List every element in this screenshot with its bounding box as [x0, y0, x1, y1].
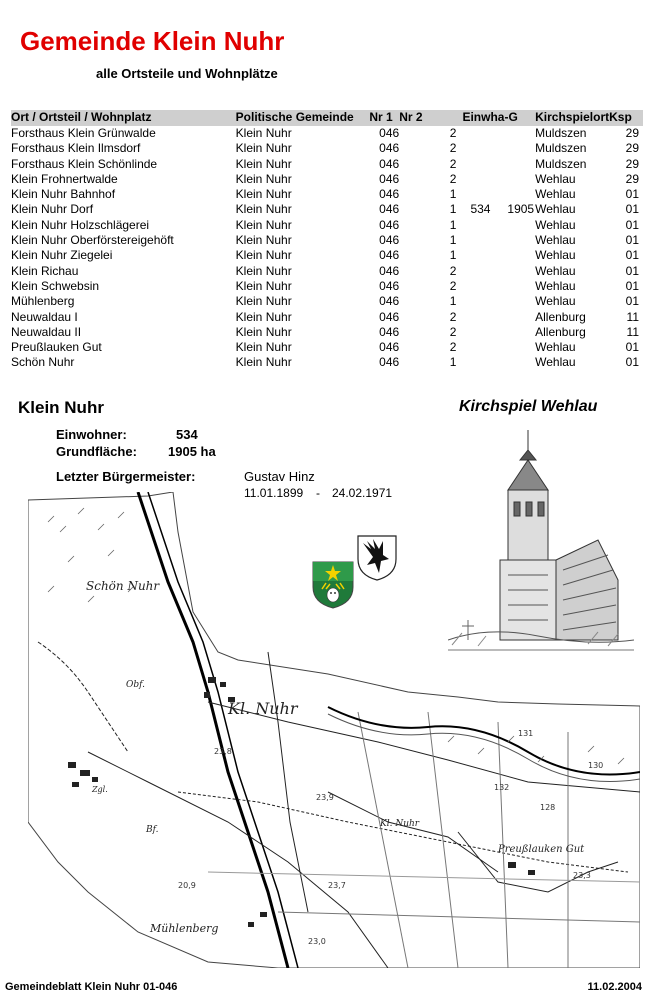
cell-area — [490, 233, 534, 248]
cell-nr2: 1 — [449, 217, 457, 232]
cell-parish-place: Allenburg — [535, 324, 586, 339]
cell-parish-place: Wehlau — [535, 187, 576, 202]
table-row — [11, 325, 643, 340]
col-header-municipality: Politische Gemeinde — [236, 110, 370, 126]
cell-area — [490, 218, 534, 233]
cell-place: Klein Nuhr Bahnhof — [11, 187, 116, 202]
cell-parish-place: Muldszen — [535, 126, 587, 140]
cell-area — [490, 248, 534, 263]
cell-municipality: Klein Nuhr — [235, 141, 292, 156]
cell-nr1: 046 — [379, 294, 400, 309]
cell-municipality: Klein Nuhr — [235, 126, 292, 140]
cell-place: Schön Nuhr — [11, 355, 75, 370]
map-label-kl-nuhr: Kl. Nuhr — [228, 699, 298, 718]
col-header-nr1: Nr 1 — [369, 110, 399, 126]
cell-area — [490, 187, 534, 202]
cell-residents — [462, 187, 490, 202]
table-header-row — [11, 110, 643, 126]
cell-residents — [462, 141, 490, 156]
cell-parish-code: 29 — [625, 141, 639, 156]
cell-residents: 534 — [470, 202, 491, 217]
map-height-239: 23,9 — [316, 793, 334, 802]
residents-label: Einwohner: — [56, 427, 127, 442]
cell-parish-code: 01 — [625, 187, 639, 202]
cell-place: Forsthaus Klein Ilmsdorf — [11, 141, 141, 156]
cell-parish-code: 01 — [625, 278, 639, 293]
cell-nr1: 046 — [379, 126, 400, 140]
cell-parish-place: Muldszen — [535, 156, 587, 171]
map-label-muehlenberg: Mühlenberg — [150, 922, 219, 935]
col-header-place: Ort / Ortsteil / Wohnplatz — [11, 110, 236, 126]
cell-residents — [462, 279, 490, 294]
map-height-130: 130 — [588, 761, 604, 770]
cell-place: Klein Nuhr Dorf — [11, 202, 94, 217]
cell-nr2: 2 — [449, 141, 457, 156]
table-row — [11, 248, 643, 263]
map-label-preusslauken: Preußlauken Gut — [498, 844, 585, 855]
cell-residents — [462, 126, 490, 141]
cell-municipality: Klein Nuhr — [235, 233, 292, 248]
cell-nr1: 046 — [379, 171, 400, 186]
cell-nr2: 1 — [449, 355, 457, 370]
cell-municipality: Klein Nuhr — [235, 324, 292, 339]
cell-municipality: Klein Nuhr — [235, 309, 292, 324]
table-row — [11, 172, 643, 187]
col-header-parish-code: Ksp — [609, 110, 643, 126]
cell-municipality: Klein Nuhr — [235, 187, 292, 202]
cell-parish-code: 11 — [626, 324, 639, 339]
cell-area — [490, 264, 534, 279]
cell-parish-code: 01 — [625, 263, 639, 278]
map-label-zgl: Zgl. — [92, 785, 108, 794]
district-coat-of-arms — [357, 535, 397, 581]
cell-place: Neuwaldau II — [11, 324, 82, 339]
cell-municipality: Klein Nuhr — [235, 202, 292, 217]
cell-nr1: 046 — [379, 233, 400, 248]
map-height-131: 131 — [518, 729, 534, 738]
cell-residents — [462, 233, 490, 248]
cell-nr1: 046 — [379, 263, 400, 278]
mayor-name: Gustav Hinz — [244, 469, 315, 484]
cell-area — [490, 325, 534, 340]
cell-municipality: Klein Nuhr — [235, 248, 292, 263]
cell-place: Forsthaus Klein Grünwalde — [11, 126, 156, 140]
map-height-233: 23,3 — [573, 871, 591, 880]
cell-parish-code: 01 — [625, 217, 639, 232]
cell-place: Klein Richau — [11, 263, 79, 278]
table-row — [11, 202, 643, 217]
cell-area — [490, 355, 534, 370]
mayor-term-start: 11.01.1899 — [244, 486, 304, 500]
cell-place: Forsthaus Klein Schönlinde — [11, 156, 158, 171]
cell-municipality: Klein Nuhr — [235, 156, 292, 171]
col-header-area: ha-G — [490, 110, 534, 126]
cell-parish-place: Wehlau — [535, 171, 576, 186]
cell-area — [490, 310, 534, 325]
map-height-230: 23,0 — [308, 937, 326, 946]
cell-parish-code: 01 — [625, 202, 639, 217]
cell-nr2: 1 — [449, 294, 457, 309]
cell-parish-code: 01 — [625, 248, 639, 263]
cell-municipality: Klein Nuhr — [235, 171, 292, 186]
cell-nr2: 2 — [449, 156, 457, 171]
cell-municipality: Klein Nuhr — [235, 294, 292, 309]
church-drawing — [448, 430, 634, 656]
cell-nr2: 2 — [449, 340, 457, 355]
map-height-128: 128 — [540, 803, 556, 812]
cell-nr1: 046 — [379, 141, 400, 156]
table-row — [11, 294, 643, 309]
cell-municipality: Klein Nuhr — [235, 355, 292, 370]
cell-municipality: Klein Nuhr — [235, 340, 292, 355]
cell-parish-code: 01 — [625, 340, 639, 355]
table-row — [11, 141, 643, 156]
municipality-heading: Klein Nuhr — [18, 398, 104, 417]
map-height-209: 20,9 — [178, 881, 196, 890]
railway-line — [138, 492, 288, 968]
cell-area: 1905 — [507, 202, 535, 217]
cell-nr2: 1 — [449, 233, 457, 248]
cell-parish-place: Wehlau — [535, 233, 576, 248]
cell-parish-place: Wehlau — [535, 355, 576, 370]
cell-residents — [462, 264, 490, 279]
map-label-obf: Obf. — [126, 680, 146, 690]
places-table — [11, 110, 643, 371]
municipality-coat-of-arms — [312, 561, 354, 609]
table-row — [11, 233, 643, 248]
cell-nr2: 1 — [449, 187, 457, 202]
cell-parish-place: Allenburg — [535, 309, 586, 324]
cell-residents — [462, 310, 490, 325]
cell-place: Klein Nuhr Oberförstereigehöft — [11, 233, 174, 248]
cell-residents — [462, 294, 490, 309]
cell-parish-place: Wehlau — [535, 294, 576, 309]
cell-place: Mühlenberg — [11, 294, 75, 309]
cell-parish-place: Muldszen — [535, 141, 587, 156]
parish-heading: Kirchspiel Wehlau — [459, 398, 598, 415]
cell-parish-code: 01 — [625, 294, 639, 309]
cell-residents — [462, 157, 490, 172]
cell-place: Klein Nuhr Holzschlägerei — [11, 217, 150, 232]
cell-municipality: Klein Nuhr — [235, 278, 292, 293]
cell-parish-code: 29 — [625, 171, 639, 186]
cell-nr1: 046 — [379, 324, 400, 339]
cell-residents — [462, 325, 490, 340]
cell-nr2: 1 — [449, 248, 457, 263]
footer-date: 11.02.2004 — [587, 981, 642, 993]
table-row — [11, 279, 643, 294]
cell-area — [490, 126, 534, 141]
mayor-term-separator: - — [316, 486, 320, 500]
map-height-238: 23,8 — [214, 747, 232, 756]
cell-place: Preußlauken Gut — [11, 340, 102, 355]
cell-parish-code: 29 — [625, 156, 639, 171]
cell-residents — [462, 172, 490, 187]
cell-nr1: 046 — [379, 202, 400, 217]
mayor-term-end: 24.02.1971 — [332, 486, 393, 500]
cell-parish-place: Wehlau — [535, 263, 576, 278]
mayor-label: Letzter Bürgermeister: — [56, 469, 196, 484]
cell-nr2: 1 — [449, 202, 457, 217]
page-subtitle: alle Ortsteile und Wohnplätze — [96, 66, 278, 81]
cell-parish-place: Wehlau — [535, 202, 576, 217]
cell-place: Neuwaldau I — [11, 309, 78, 324]
cell-area — [490, 340, 534, 355]
table-row — [11, 264, 643, 279]
table-row — [11, 157, 643, 172]
cell-parish-place: Wehlau — [535, 248, 576, 263]
cell-place: Klein Frohnertwalde — [11, 171, 118, 186]
cell-parish-code: 01 — [625, 233, 639, 248]
cell-parish-code: 11 — [626, 309, 639, 324]
cell-parish-code: 01 — [625, 355, 639, 370]
area-label: Grundfläche: — [56, 444, 137, 459]
cell-place: Klein Nuhr Ziegelei — [11, 248, 113, 263]
cell-place: Klein Schwebsin — [11, 278, 100, 293]
cell-area — [490, 157, 534, 172]
map-height-237: 23,7 — [328, 881, 346, 890]
cell-nr1: 046 — [379, 309, 400, 324]
cell-municipality: Klein Nuhr — [235, 217, 292, 232]
cell-nr1: 046 — [379, 248, 400, 263]
cell-area — [490, 172, 534, 187]
page-title: Gemeinde Klein Nuhr — [20, 26, 285, 56]
table-row — [11, 310, 643, 325]
cell-nr1: 046 — [379, 156, 400, 171]
cell-parish-place: Wehlau — [535, 278, 576, 293]
table-row — [11, 187, 643, 202]
cell-nr1: 046 — [379, 340, 400, 355]
map-height-132: 132 — [494, 783, 510, 792]
cell-nr1: 046 — [379, 217, 400, 232]
map-label-kl-nuhr-small: Kl. Nuhr — [380, 819, 420, 829]
footer-sheet-id: Gemeindeblatt Klein Nuhr 01-046 — [5, 981, 178, 993]
table-row — [11, 218, 643, 233]
cell-area — [490, 294, 534, 309]
cell-nr2: 2 — [449, 126, 457, 140]
map-label-bf: Bf. — [146, 825, 159, 835]
cell-municipality: Klein Nuhr — [235, 263, 292, 278]
residents-value: 534 — [176, 427, 198, 442]
cell-residents — [462, 355, 490, 370]
cell-area — [490, 141, 534, 156]
col-header-residents: Einw — [462, 110, 491, 125]
cell-parish-code: 29 — [625, 126, 639, 140]
table-row — [11, 355, 643, 370]
cell-nr1: 046 — [379, 187, 400, 202]
cell-nr2: 2 — [449, 171, 457, 186]
cell-area — [490, 279, 534, 294]
cell-residents — [462, 218, 490, 233]
cell-nr2: 2 — [449, 309, 457, 324]
cell-nr2: 2 — [449, 263, 457, 278]
cell-parish-place: Wehlau — [535, 217, 576, 232]
col-header-nr2: Nr 2 — [399, 110, 462, 126]
map-label-schoen-nuhr: Schön Nuhr — [86, 579, 160, 593]
cell-residents — [462, 248, 490, 263]
cell-nr2: 2 — [449, 278, 457, 293]
table-row — [11, 340, 643, 355]
col-header-parish-place: Kirchspielort — [535, 110, 610, 125]
cell-parish-place: Wehlau — [535, 340, 576, 355]
area-value: 1905 ha — [168, 444, 216, 459]
table-row — [11, 126, 643, 141]
cell-nr1: 046 — [379, 278, 400, 293]
cell-nr2: 2 — [449, 324, 457, 339]
cell-residents — [462, 340, 490, 355]
cell-nr1: 046 — [379, 355, 400, 370]
